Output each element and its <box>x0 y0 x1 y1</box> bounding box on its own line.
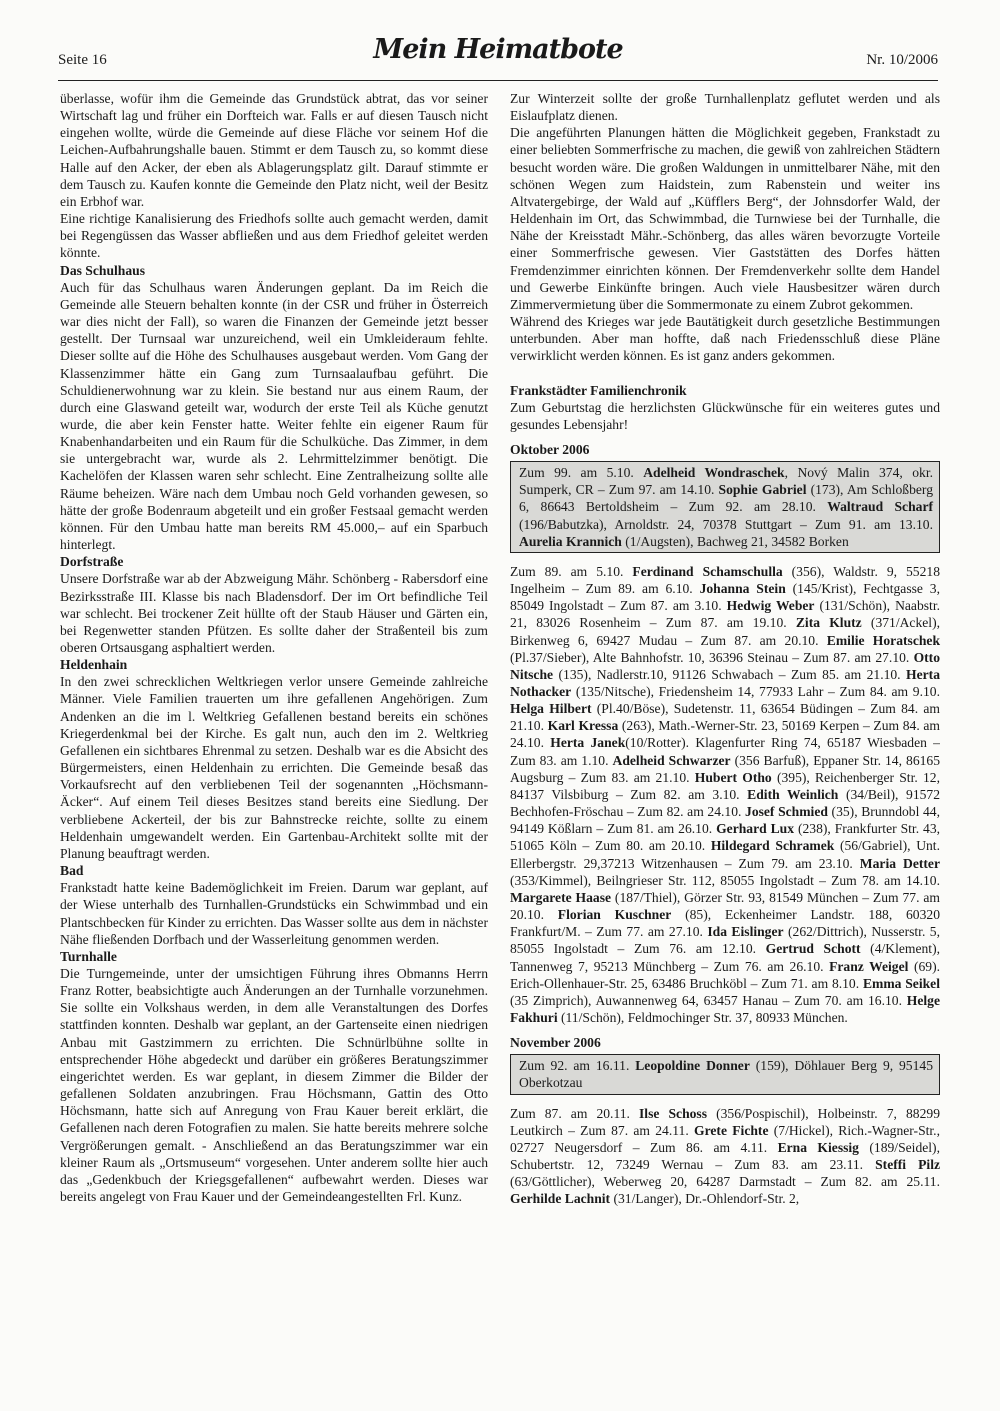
person-name: Helge Fakhuri <box>510 992 940 1025</box>
entry-text: (131/Schön), Naabstr. 21, 83026 Rosenheim – Zum 87. am 19.10. <box>510 598 941 631</box>
entry-text: (35 Zimprich), Auwannenweg 64, 63457 Hanau – Zum 70. am 16.10. <box>510 992 907 1008</box>
right-column <box>510 90 940 1208</box>
entry-text: (63/Göttlicher), Weberweg 20, 64287 Darmstadt – Zum 82. am 25.11. <box>510 1174 940 1190</box>
section-text-dorfstrasse: Unsere Dorfstraße war ab der Abzweigung Mähr. Schönberg - Rabersdorf eine Bezirksstraße III. Klasse bis nach Bladensdorf. Der im Ort befindliche Teil war schlecht. Bei trockener Zeit hüllte oft der Staub Häuser und Gärten ein, bei Regenwetter standen Pfützen. Es sollte daher der Straßenteil bis zum oberen Ortsausgang asphaltiert werden. <box>60 571 488 655</box>
person-name: Emilie Horatschek <box>826 632 941 648</box>
person-name: Aurelia Krannich <box>519 533 622 549</box>
october-birthday-list <box>510 563 940 1026</box>
chronicle-intro: Zum Geburtstag die herzlichsten Glückwünsche für ein weiteres gutes und gesundes Lebensjahr! <box>510 399 940 432</box>
entry-text: Zum 87. am 20.11. <box>510 1105 640 1121</box>
october-highlight-box <box>510 461 940 553</box>
entry-text: Zum 99. am 5.10. <box>519 465 644 481</box>
entry-text: (189/Seidel), Schubertstr. 12, 73249 Wernau – Zum 83. am 23.11. <box>510 1139 940 1173</box>
right-paragraph-2: Die angeführten Planungen hätten die Möglichkeit gegeben, Frankstadt zu einer beliebten Sommerfrische zu machen, die gewiß von zahlreichen Städtern besucht worden wäre. Die großen Waldungen in unmittelbarer Nähe, mit den schönen Wegen zum Haidstein, zum Rabenstein und weiter ins Altvatergebirge, der Wald auf „Küfflers Berg“, der Johnsdorfer Wald, der Heldenhain im Ort, das Schwimmbad, die Turnwiese bei der Turnhalle, die Nähe der Kreisstadt Mähr.-Schönberg, das alles wären bevorzugte Vorteile einer Sommerfrische gewesen. Vier Gaststätten des Dorfes hätten Fremdenzimmer einrichten können. Der Fremdenverkehr sollte dem Handel und Gewerbe Einkünfte bringen. Auch viele Hausbesitzer wären durch Zimmervermietung über die Sommermonate zu einem Zubrot gekommen. <box>510 125 940 312</box>
entry-text: (187/Thiel), Görzer Str. 93, 81549 München – Zum 77. am 20.10. <box>510 889 940 923</box>
entry-text: (Pl.40/Böse), Sudetenstr. 11, 63654 Büdingen – Zum 84. am 21.10. <box>510 701 940 734</box>
page-header <box>58 34 938 78</box>
entry-text: (238), Frankfurter Str. 43, 51065 Köln – Zum 80. am 20.10. <box>510 821 941 854</box>
masthead-title: Mein Heimatbote <box>373 34 623 65</box>
spacer <box>510 1026 940 1034</box>
entry-text: (173), Am Schloßberg 6, 86643 Bertoldsheim – Zum 92. am 28.10. <box>519 482 933 515</box>
section-heading-schulhaus: Das Schulhaus <box>60 262 146 278</box>
left-column <box>60 90 488 1205</box>
entry-text: (356 Barfuß), Eppaner Str. 14, 86165 Augsburg – Zum 83. am 21.10. <box>510 752 941 785</box>
entry-text: (135/Nitsche), Friedensheim 14, 77933 Lahr – Zum 84. am 9.10. <box>571 684 940 699</box>
entry-text: , Nový Malin 374, okr. Sumperk, CR – Zum 97. am 14.10. <box>519 465 933 498</box>
section-text-turnhalle: Die Turngemeinde, unter der umsichtigen Führung ihres Obmanns Herrn Franz Rotter, beabsichtigte auch Änderungen an der Turnhalle vorzunehmen. Sie sollte ein Volkshaus werden, in dem alle Veranstaltungen des Dorfes stattfinden konnten. Deshalb war geplant, an der Gartenseite einen niedrigen Anbau mit Gastzimmern zu errichten. Die Schnürlbühne sollte in entsprechender Höhe abgedeckt und darüber ein größeres Beratungszimmer eingerichtet werden. Es war geplant, in diesem Zimmer die Bilder der gefallenen Soldaten anzubringen. Frau Höchsmann, Gattin des Otto Höchsmann, hatte sich auf Anregung von Frau Kauer bereit erklärt, die Gefallenen nach deren Fotografien zu malen. Sie hatte bereits mehrere solche Vergrößerungen gemalt. - Anschließend an das Beratungszimmer war ein kleiner Raum als „Ortsmuseum“ vorgesehen. Unter anderem sollte hier auch das „Gedenkbuch der Kriegsgefallenen“ aufbewahrt werden. Dieses war bereits angelegt von Frau Kauer und der Gemeindeangestellten Frl. Kunz. <box>60 965 488 1204</box>
entry-text: (263), Math.-Werner-Str. 23, 50169 Kerpen – Zum 84. am 24.10. <box>510 718 940 751</box>
person-name: Hedwig Weber <box>726 598 815 614</box>
entry-text: (159), Döhlauer Berg 9, 95145 Oberkotzau <box>519 1058 933 1091</box>
person-name: Adelheid Wondraschek <box>643 465 785 481</box>
person-name: Maria Detter <box>859 855 941 871</box>
entry-text: (145/Krist), Fechtgasse 3, 85049 Ingolstadt – Zum 87. am 3.10. <box>510 581 941 614</box>
november-birthday-list <box>510 1105 940 1208</box>
issue-number: Nr. 10/2006 <box>866 52 938 68</box>
person-name: Otto Nitsche <box>510 649 940 682</box>
entry-text: (85), Eckenheimer Landstr. 188, 60320 Frankfurt/M. – Zum 77. am 27.10. <box>510 907 940 940</box>
person-name: Steffi Pilz <box>875 1157 941 1173</box>
header-rule <box>58 80 938 81</box>
person-name: Florian Kuschner <box>557 907 672 923</box>
person-name: Grete Fichte <box>694 1122 769 1138</box>
person-name: Zita Klutz <box>795 615 862 631</box>
entry-text: (371/Ackel), Birkenweg 6, 69427 Mudau – Zum 87. am 20.10. <box>510 615 941 648</box>
entry-text: (10/Rotter). Klagenfurter Ring 74, 65187 Wiesbaden – Zum 83. am 1.10. <box>510 735 940 768</box>
person-name: Herta Nothacker <box>510 666 940 699</box>
person-name: Adelheid Schwarzer <box>612 752 731 768</box>
november-highlight-box <box>510 1054 940 1094</box>
section-heading-dorfstrasse: Dorfstraße <box>60 554 124 570</box>
entry-text: (356), Waldstr. 9, 55218 Ingelheim – Zum 89. am 6.10. <box>510 563 940 597</box>
page-number: Seite 16 <box>58 52 107 68</box>
entry-text: (31/Langer), Dr.-Ohlendorf-Str. 2, <box>610 1191 800 1207</box>
person-name: Emma Seikel <box>862 975 940 991</box>
entry-text: Zum 89. am 5.10. <box>510 563 633 579</box>
person-name: Erna Kiessig <box>777 1139 859 1155</box>
entry-text: (Pl.37/Sieber), Alte Bahnhofstr. 10, 36396 Steinau – Zum 87. am 27.10. <box>510 649 914 665</box>
entry-text: (69). Erich-Ollenhauer-Str. 25, 63486 Bruchköbl – Zum 71. am 8.10. <box>510 958 940 991</box>
person-name: Ida Eislinger <box>707 924 784 940</box>
person-name: Ferdinand Schamschulla <box>632 563 783 579</box>
entry-text: (262/Dittrich), Nusserstr. 5, 85055 Ingolstadt – Zum 76. am 12.10. <box>510 924 940 957</box>
person-name: Josef Schmied <box>745 804 828 820</box>
entry-text: Zum 92. am 16.11. <box>519 1058 636 1074</box>
person-name: Hubert Otho <box>694 769 772 785</box>
person-name: Ilse Schoss <box>639 1105 708 1121</box>
person-name: Hildegard Schramek <box>710 838 835 854</box>
person-name: Gerhilde Lachnit <box>510 1191 611 1207</box>
person-name: Herta Janek <box>550 735 626 751</box>
entry-text: (356/Pospischil), Holbeinstr. 7, 88299 Leutkirch – Zum 87. am 24.11. <box>510 1105 940 1138</box>
section-heading-heldenhain: Heldenhain <box>60 657 128 673</box>
entry-text: (11/Schön), Feldmochinger Str. 37, 80933 München. <box>557 1009 848 1025</box>
entry-text: (56/Gabriel), Unt. Ellerbergstr. 29,37213 Witzenhausen – Zum 79. am 23.10. <box>510 838 940 871</box>
entry-text: (196/Babutzka), Arnoldstr. 24, 70378 Stuttgart – Zum 91. am 13.10. <box>519 516 933 532</box>
section-text-schulhaus: Auch für das Schulhaus waren Änderungen geplant. Da im Reich die Gemeinde alle Steuern behalten konnte (in der CSR und früher in Österreich war dies nicht der Fall), so waren die Finanzen der Gemeinde jetzt besser gestellt. Der Turnsaal war unzureichend, weil ein Umkleideraum fehlte. Dieser sollte auf die Höhe des Schulhauses ausgebaut werden. Vom Gang der Klassenzimmer hätte ein Gang zum Turnsaalaufbau geführt. Die Schuldienerwohnung war zu klein. Sie bestand nur aus einem Raum, der durch eine Glaswand geteilt war, wodurch der erste Teil als Küche genutzt wurde, die aber kein Fenster hatte. Weiter fehlte ein eigener Raum für Knabenhandarbeiten und ein Raum für die Schulküche. Das Zimmer, in dem sie untergebracht war, wurde als 2. Lehrmittelzimmer benötigt. Die Kachelöfen der Klassen waren sehr schlecht. Eine Zentralheizung sollte alle Räume beheizen. Wäre nach dem Umbau noch Geld vorhanden gewesen, so hätte der große Bodenraum abgeteilt und ein großer Festsaal gemacht werden können. Für den Umbau hatte man bereits RM 45.000,– auf ein Sparbuch hinterlegt. <box>60 279 488 553</box>
intro-paragraph-1: überlasse, wofür ihm die Gemeinde das Grundstück abtrat, das vor seiner Wirtschaft lag und früher ein Dorfteich war. Falls er auf diesen Tausch nicht eingehen wollte, würde die Gemeinde auf diese Fläche vor seinem Hof die Leichen-Aufbahrungshalle bauen. Stimmt er dem Tausch zu, so kommt diese Halle auf den Acker, der eben als Ablagerungsplatz gilt. Darauf stimmte er dem Tausch zu. Kaufen konnte die Gemeinde den Platz nicht, weil der Besitz ein Erbhof war. <box>60 91 488 209</box>
entry-text: (35), Brunndobl 44, 94149 Kößlarn – Zum 81. am 26.10. <box>510 804 940 837</box>
person-name: Margarete Haase <box>510 889 612 905</box>
person-name: Sophie Gabriel <box>718 482 807 498</box>
person-name: Edith Weinlich <box>747 786 839 802</box>
entry-text: (353/Kimmel), Beilngrieser Str. 112, 85055 Ingolstadt – Zum 78. am 14.10. <box>510 872 940 888</box>
entry-text: (34/Beil), 91572 Bechhofen-Fröschau – Zum 82. am 24.10. <box>510 786 941 820</box>
entry-text: (395), Reichenberger Str. 12, 84137 Vilsbiburg – Zum 82. am 3.10. <box>510 769 940 802</box>
october-heading: Oktober 2006 <box>510 441 590 457</box>
person-name: Leopoldine Donner <box>635 1058 750 1074</box>
section-heading-bad: Bad <box>60 863 84 879</box>
right-paragraph-1: Zur Winterzeit sollte der große Turnhallenplatz geflutet werden und als Eislaufplatz dienen. <box>510 91 940 124</box>
chronicle-title: Frankstädter Familienchronik <box>510 382 687 398</box>
person-name: Gertrud Schott <box>765 941 861 957</box>
intro-paragraph-2: Eine richtige Kanalisierung des Friedhofs sollte auch gemacht werden, damit bei Regengüssen das Wasser abfließen und aus dem Friedhof geleitet werden könnte. <box>60 211 488 261</box>
person-name: Waltraud Scharf <box>827 499 934 515</box>
section-text-bad: Frankstadt hatte keine Bademöglichkeit im Freien. Darum war geplant, auf der Wiese unterhalb des Turnhallen-Grundstücks ein Schwimmbad und ein Plantschbecken für Kinder zu errichten. Das Wasser sollte aus dem in nächster Nähe fließenden Dorfbach und der Wasserleitung genommen werden. <box>60 880 488 947</box>
entry-text: (4/Klement), Tannenweg 7, 95213 Münchberg – Zum 76. am 26.10. <box>510 941 940 974</box>
person-name: Gerhard Lux <box>716 821 795 837</box>
entry-text: (1/Augsten), Bachweg 21, 34582 Borken <box>621 533 849 549</box>
spacer <box>510 365 940 382</box>
section-heading-turnhalle: Turnhalle <box>60 948 117 964</box>
november-heading: November 2006 <box>510 1035 601 1051</box>
section-text-heldenhain: In den zwei schrecklichen Weltkriegen verlor unsere Gemeinde zahlreiche Männer. Viele Familien trauerten um ihre gefallenen Angehörigen. Zum Andenken an die im l. Weltkrieg Gefallenen bestand bereits ein schönes Kriegerdenkmal bei der Kirche. Es galt nun, auch den im 2. Weltkrieg Gefallenen ein sichtbares Ehrenmal zu setzen. Deshalb war es die Absicht des Bürgermeisters, einen Heldenhain zu errichten. Die Gemeinde besaß das Vorkaufsrecht auf den verbliebenen Teil der sogenannten „Höchsmann-Äcker“. Auf einem Teil dieses Besitzes stand bereits eine Siedlung. Der verbliebene Ackerteil, der bis zur Bahnstrecke reichte, sollte zu einem Heldenhain umgewandelt werden. Ein Gartenbau-Architekt sollte mit der Planung beauftragt werden. <box>60 674 488 861</box>
entry-text: (135), Nadlerstr.10, 91126 Schwabach – Zum 85. am 21.10. <box>553 666 907 682</box>
person-name: Johanna Stein <box>699 581 786 597</box>
spacer <box>510 433 940 441</box>
person-name: Franz Weigel <box>829 958 909 974</box>
right-paragraph-3: Während des Krieges war jede Bautätigkeit durch gesetzliche Bestimmungen unterbunden. Aber man hoffte, daß nach Friedensschluß diese Pläne verwirklicht werden können. Es ist ganz anders gekommen. <box>510 314 940 364</box>
entry-text: (7/Hickel), Rich.-Wagner-Str., 02727 Neugersdorf – Zum 86. am 4.11. <box>510 1122 940 1155</box>
person-name: Karl Kressa <box>547 718 619 734</box>
person-name: Helga Hilbert <box>510 701 592 717</box>
